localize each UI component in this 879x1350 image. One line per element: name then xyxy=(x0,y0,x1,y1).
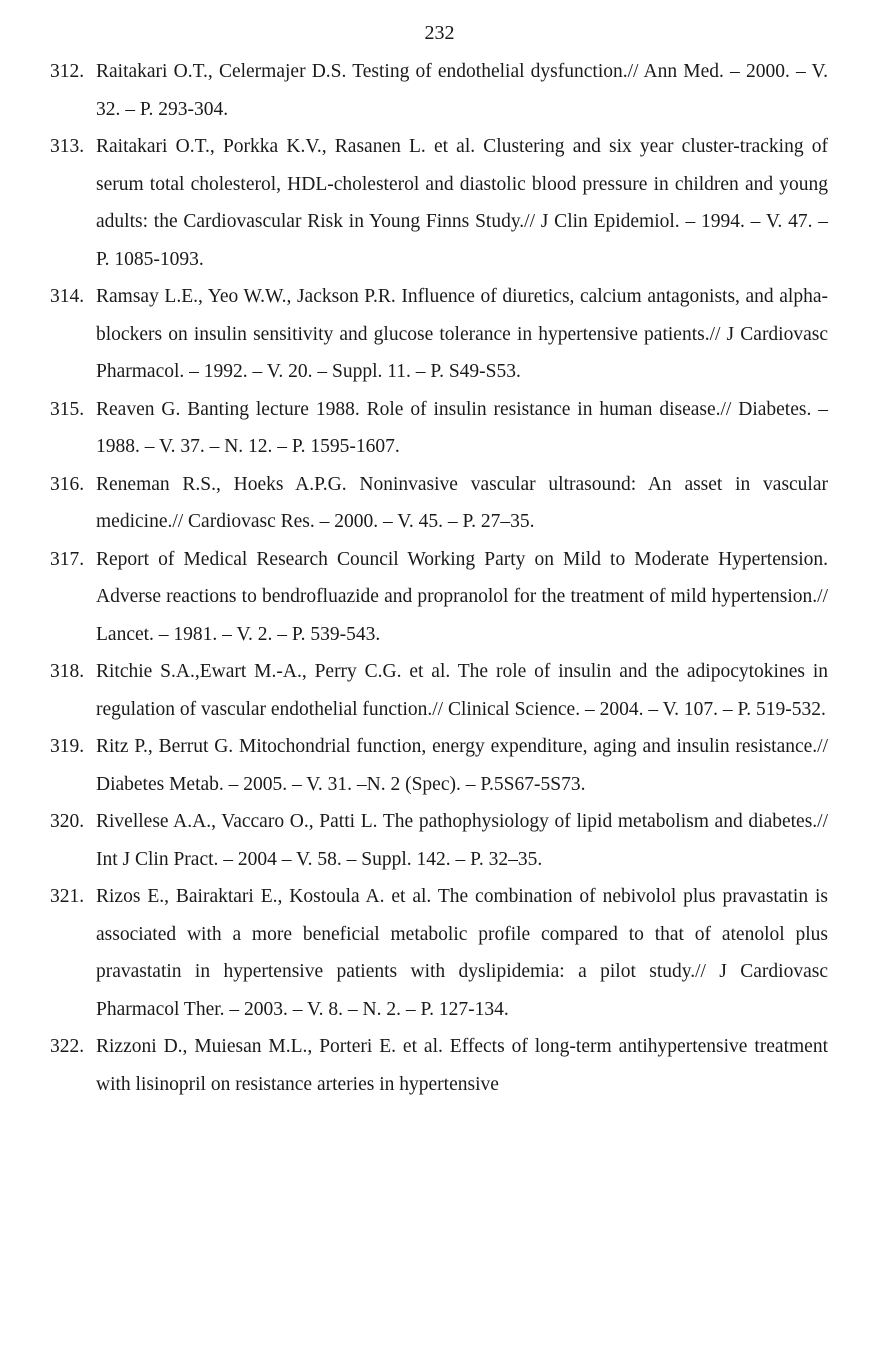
reference-text: Rizzoni D., Muiesan M.L., Porteri E. et al. Effects of long-term antihypertensive treatment with lisinopril on resistance arteries in hypertensive xyxy=(96,1036,828,1095)
reference-item xyxy=(50,278,828,391)
reference-number: 319. xyxy=(50,736,85,757)
reference-item xyxy=(50,53,828,128)
reference-number: 315. xyxy=(50,398,85,420)
reference-item xyxy=(50,653,828,728)
reference-text: Reaven G. Banting lecture 1988. Role of insulin resistance in human disease.// Diabetes. – 1988. – V. 37. – N. 12. – P. 1595-1607. xyxy=(96,398,828,457)
reference-number: 322. xyxy=(50,1036,85,1057)
reference-number: 318. xyxy=(50,661,85,682)
reference-text: Raitakari O.T., Celermajer D.S. Testing of endothelial dysfunction.// Ann Med. – 2000. – V. 32. – P. 293-304. xyxy=(96,61,828,120)
reference-item xyxy=(50,128,828,278)
reference-text: Raitakari O.T., Porkka K.V., Rasanen L. et al. Clustering and six year cluster-tracking of serum total cholesterol, HDL-cholesterol and diastolic blood pressure in children and young adults: the Cardiovascular Risk in Young Finns Study.// J Clin Epidemiol. – 1994. – V. 47. – P. 1085-1093. xyxy=(96,136,828,270)
reference-text: Reneman R.S., Hoeks A.P.G. Noninvasive vascular ultrasound: An asset in vascular medicine.// Cardiovasc Res. – 2000. – V. 45. – P. 27–35. xyxy=(96,473,828,532)
reference-list xyxy=(50,53,828,1103)
reference-number: 314. xyxy=(50,286,85,307)
reference-number: 312. xyxy=(50,61,85,82)
reference-item xyxy=(50,728,828,803)
reference-number: 313. xyxy=(50,136,85,157)
reference-text: Ramsay L.E., Yeo W.W., Jackson P.R. Influence of diuretics, calcium antagonists, and alpha-blockers on insulin sensitivity and glucose tolerance in hypertensive patients.// J Cardiovasc Pharmacol. – 1992. – V. 20. – Suppl. 11. – P. S49-S53. xyxy=(96,286,828,382)
reference-text: Ritz P., Berrut G. Mitochondrial function, energy expenditure, aging and insulin resistance.// Diabetes Metab. – 2005. – V. 31. –N. 2 (Spec). – P.5S67-5S73. xyxy=(96,736,828,795)
page-number: 232 xyxy=(424,22,455,44)
reference-number: 321. xyxy=(50,886,85,907)
reference-number: 320. xyxy=(50,811,85,832)
reference-item xyxy=(50,878,828,1028)
reference-item xyxy=(50,541,828,654)
reference-text: Ritchie S.A.,Ewart M.-A., Perry C.G. et al. The role of insulin and the adipocytokines in regulation of vascular endothelial function.// Clinical Science. – 2004. – V. 107. – P. 519-532. xyxy=(96,661,828,720)
reference-text: Report of Medical Research Council Working Party on Mild to Moderate Hypertension. Adverse reactions to bendrofluazide and propranolol for the treatment of mild hypertension.// Lancet. – 1981. – V. 2. – P. 539-543. xyxy=(96,548,828,645)
reference-item xyxy=(50,1028,828,1103)
reference-item xyxy=(50,803,828,878)
reference-number: 316. xyxy=(50,473,85,495)
reference-text: Rivellese A.A., Vaccaro O., Patti L. The pathophysiology of lipid metabolism and diabetes.// Int J Clin Pract. – 2004 – V. 58. – Suppl. 142. – P. 32–35. xyxy=(96,811,828,870)
reference-number: 317. xyxy=(50,548,85,570)
reference-text: Rizos E., Bairaktari E., Kostoula A. et al. The combination of nebivolol plus pravastatin is associated with a more beneficial metabolic profile compared to that of atenolol plus pravastatin in hypertensive patients with dyslipidemia: a pilot study.// J Cardiovasc Pharmacol Ther. – 2003. – V. 8. – N. 2. – P. 127-134. xyxy=(96,886,828,1020)
reference-item xyxy=(50,466,828,541)
reference-item xyxy=(50,391,828,466)
